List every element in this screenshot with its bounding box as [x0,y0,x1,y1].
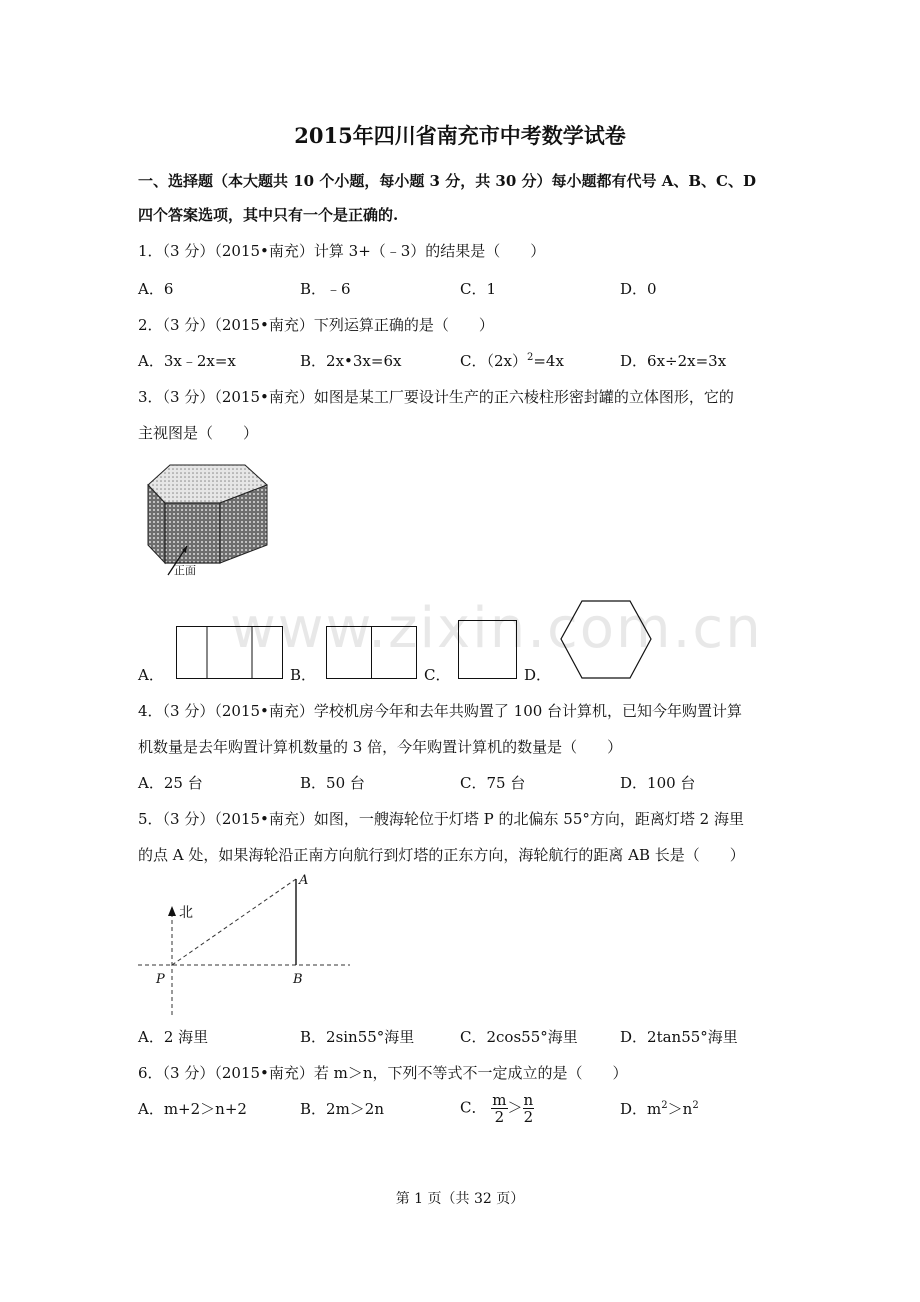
fraction-n-over-2 [523,1092,535,1125]
q2-option-c-exponent: 2 [526,352,534,363]
page-title: 2015年四川省南充市中考数学试卷 [294,123,626,148]
q6-stem: 6．（3 分）（2015•南充）若 m＞n，下列不等式不一定成立的是（ ） [138,1064,628,1082]
q3-option-b: B． [290,666,317,684]
lighthouse-diagram [136,870,352,1020]
q1-option-b: B．﹣6 [300,280,351,298]
q3-option-c: C． [424,666,451,684]
q5-option-b: B．2sin55°海里 [300,1028,415,1046]
page-footer: 第 1 页（共 32 页） [395,1191,525,1207]
greater-than-sign: ＞ [507,1098,523,1117]
q5-stem-line1: 5．（3 分）（2015•南充）如图，一艘海轮位于灯塔 P 的北偏东 55°方向，距离灯塔 2 海里 [138,810,744,828]
q5-stem-line2: 的点 A 处，如果海轮沿正南方向航行到灯塔的正东方向，海轮航行的距离 AB 长是（ ） [138,846,745,864]
front-face-label: 正面 [174,564,196,577]
point-b-label: B [293,972,303,987]
q6-option-d [620,1098,699,1119]
q5-option-c: C．2cos55°海里 [460,1028,578,1046]
q5-option-a: A．2 海里 [138,1028,209,1046]
q1-option-d: D．0 [620,280,657,298]
section-heading-line1: 一、选择题（本大题共 10 个小题，每小题 3 分，共 30 分）每小题都有代号 A、B、C、D [138,172,757,190]
q6-option-c-letter: C． [460,1098,487,1117]
q4-option-a: A．25 台 [138,774,203,792]
denominator: 2 [494,1108,505,1126]
exponent: 2 [661,1100,668,1111]
q4-stem-line1: 4．（3 分）（2015•南充）学校机房今年和去年共购置了 100 台计算机，已知今年购置计算 [138,702,743,720]
q4-option-b: B．50 台 [300,774,365,792]
q2-option-a: A．3x﹣2x=x [138,352,236,370]
denominator: 2 [523,1108,534,1126]
north-label: 北 [179,905,193,921]
q1-stem: 1．（3 分）（2015•南充）计算 3+（﹣3）的结果是（ ） [138,242,546,260]
q6-option-d-pre: D．m [620,1100,662,1118]
q6-option-b: B．2m＞2n [300,1100,384,1118]
q5-option-d: D．2tan55°海里 [620,1028,738,1046]
q2-stem: 2．（3 分）（2015•南充）下列运算正确的是（ ） [138,316,494,334]
point-p-label: P [156,972,165,987]
q3-option-d: D． [524,666,552,684]
exponent: 2 [692,1100,699,1111]
q2-option-d: D．6x÷2x=3x [620,352,727,370]
fraction-m-over-2 [491,1092,507,1125]
numerator: m [492,1091,507,1109]
q2-option-c-pre: C．（2x） [460,352,527,370]
section-heading-line2: 四个答案选项，其中只有一个是正确的. [138,206,399,224]
numerator: n [523,1091,534,1109]
q6-option-a: A．m+2＞n+2 [138,1100,247,1118]
q4-option-c: C．75 台 [460,774,526,792]
point-a-label: A [299,873,309,888]
q2-option-c-post: =4x [533,352,564,370]
q2-option-c [460,350,564,371]
q6-option-d-mid: ＞n [667,1100,693,1118]
q6-option-c [460,1092,534,1125]
q4-stem-line2: 机数量是去年购置计算机数量的 3 倍，今年购置计算机的数量是（ ） [138,738,623,756]
q1-option-c: C．1 [460,280,497,298]
q3-option-a: A． [138,666,164,684]
q3-stem-line2: 主视图是（ ） [138,424,259,442]
watermark: www.zixin.com.cn [230,596,763,661]
q4-option-d: D．100 台 [620,774,696,792]
q2-option-b: B．2x•3x=6x [300,352,402,370]
q3-stem-line1: 3．（3 分）（2015•南充）如图是某工厂要设计生产的正六棱柱形密封罐的立体图形，它的 [138,388,734,406]
q1-option-a: A．6 [138,280,174,298]
hexagonal-prism-figure [140,460,280,580]
